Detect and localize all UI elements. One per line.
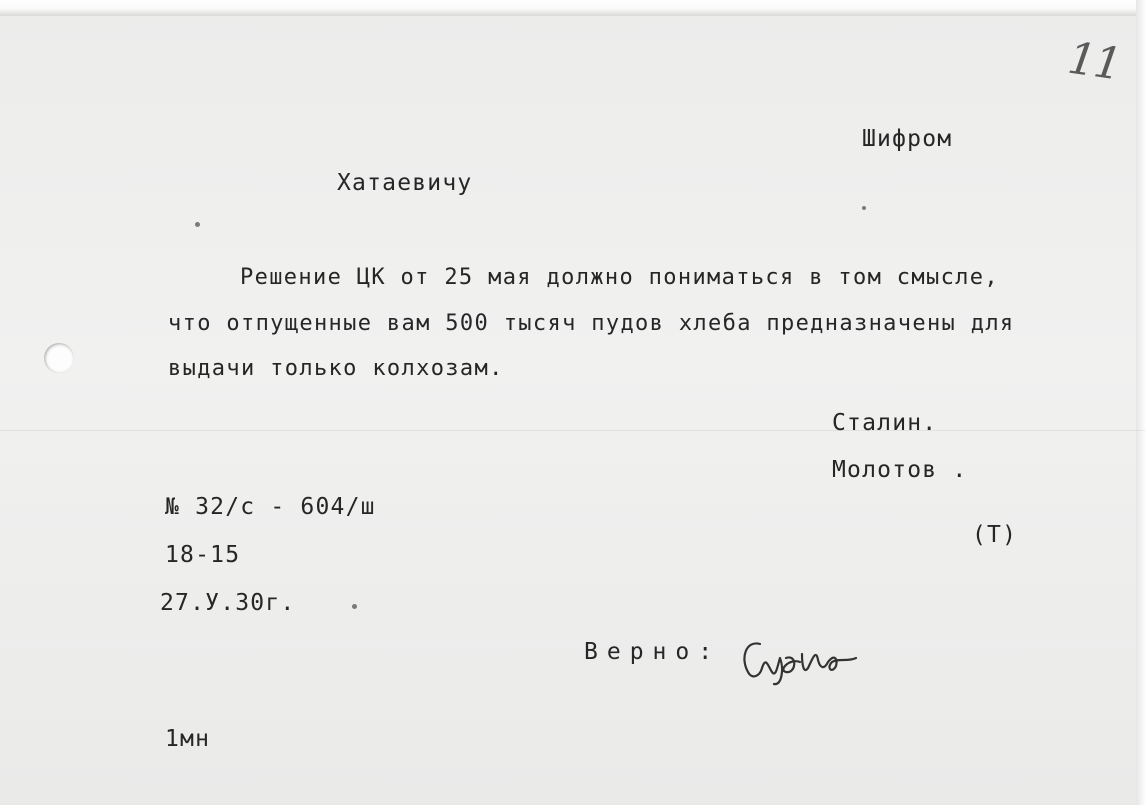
registration-date: 27.У.30г. (160, 590, 296, 616)
punch-hole (44, 343, 74, 373)
copies-note: 1мн (165, 726, 211, 752)
handwritten-signature (738, 628, 868, 688)
channel-heading: Шифром (862, 126, 953, 152)
addressee: Хатаевичу (337, 170, 473, 196)
registration-time: 18-15 (165, 542, 241, 568)
ink-speck (862, 206, 866, 210)
paper-right-edge (1136, 0, 1146, 805)
registration-number: № 32/с - 604/ш (165, 494, 376, 520)
paper-fold (0, 430, 1146, 431)
ink-speck (352, 604, 357, 609)
body-line: что отпущенные вам 500 тысяч пудов хлеба предназначены для (168, 311, 1015, 336)
signatory: Молотов . (832, 457, 968, 483)
paper-top-edge (0, 0, 1146, 16)
typist-mark: (Т) (972, 522, 1018, 548)
body-line: Решение ЦК от 25 мая должно пониматься в том смысле, (240, 265, 999, 290)
signatory: Сталин. (832, 410, 938, 436)
body-line: выдачи только колхозам. (168, 356, 504, 381)
certification-label: Верно: (584, 639, 722, 665)
ink-speck (195, 222, 200, 227)
handwritten-page-number: 11 (1064, 32, 1124, 91)
